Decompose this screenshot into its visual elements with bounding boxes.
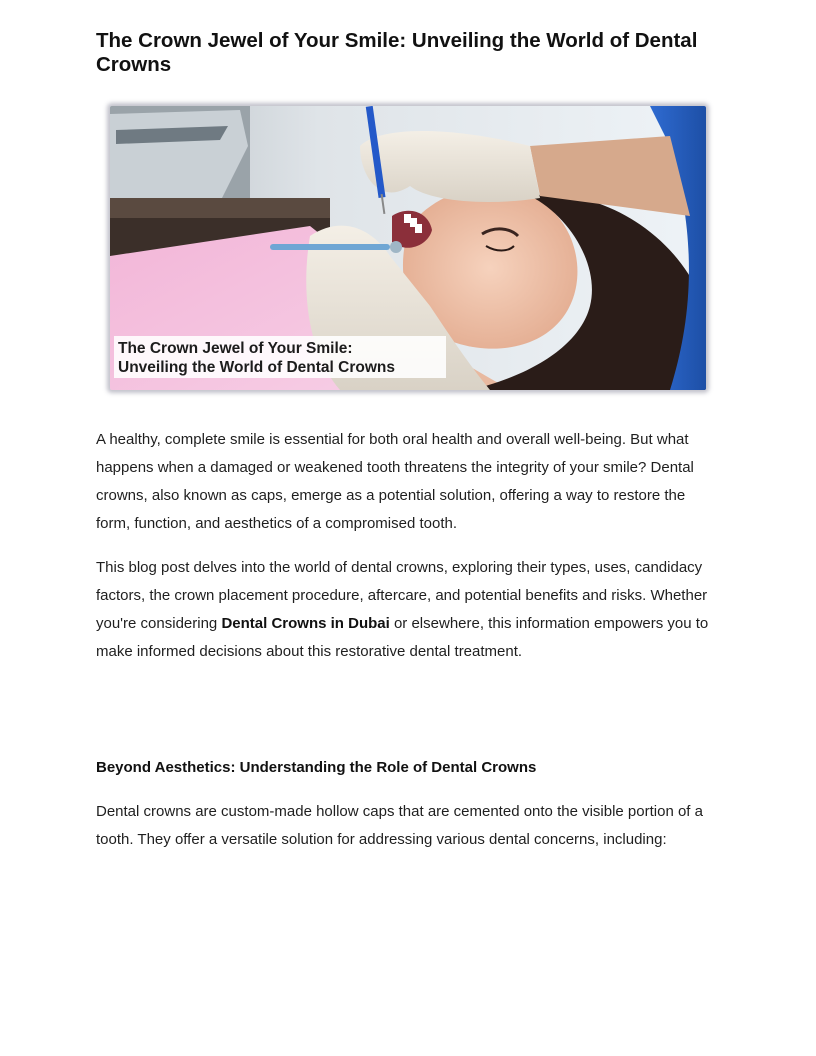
dental-crowns-dubai-highlight: Dental Crowns in Dubai: [221, 615, 390, 632]
section-heading: Beyond Aesthetics: Understanding the Role of Dental Crowns: [96, 759, 537, 776]
overview-text-after: or elsewhere, this information empowers you to make informed decisions about this restorative dental treatment.: [96, 615, 709, 660]
hero-caption-line-1: The Crown Jewel of Your Smile:: [118, 340, 353, 357]
overview-paragraph: [96, 554, 720, 666]
article-title: The Crown Jewel of Your Smile: Unveiling the World of Dental Crowns: [96, 29, 698, 76]
hero-caption: [114, 336, 446, 378]
overview-text-before: This blog post delves into the world of dental crowns, exploring their types, uses, candidacy factors, the crown placement procedure, aftercare, and potential benefits and risks. Whether you're considering: [96, 559, 708, 632]
hero-caption-line-2: Unveiling the World of Dental Crowns: [118, 359, 396, 376]
intro-paragraph: A healthy, complete smile is essential for both oral health and overall well-being. But what happens when a damaged or weakened tooth threatens the integrity of your smile? Dental crowns, also known as caps, emerge as a potential solution, offering a way to restore the form, function, and aesthetics of a compromised tooth.: [96, 431, 694, 532]
hero-image: [110, 106, 706, 390]
section-paragraph: Dental crowns are custom-made hollow caps that are cemented onto the visible portion of a tooth. They offer a versatile solution for addressing various dental concerns, including:: [96, 803, 703, 848]
